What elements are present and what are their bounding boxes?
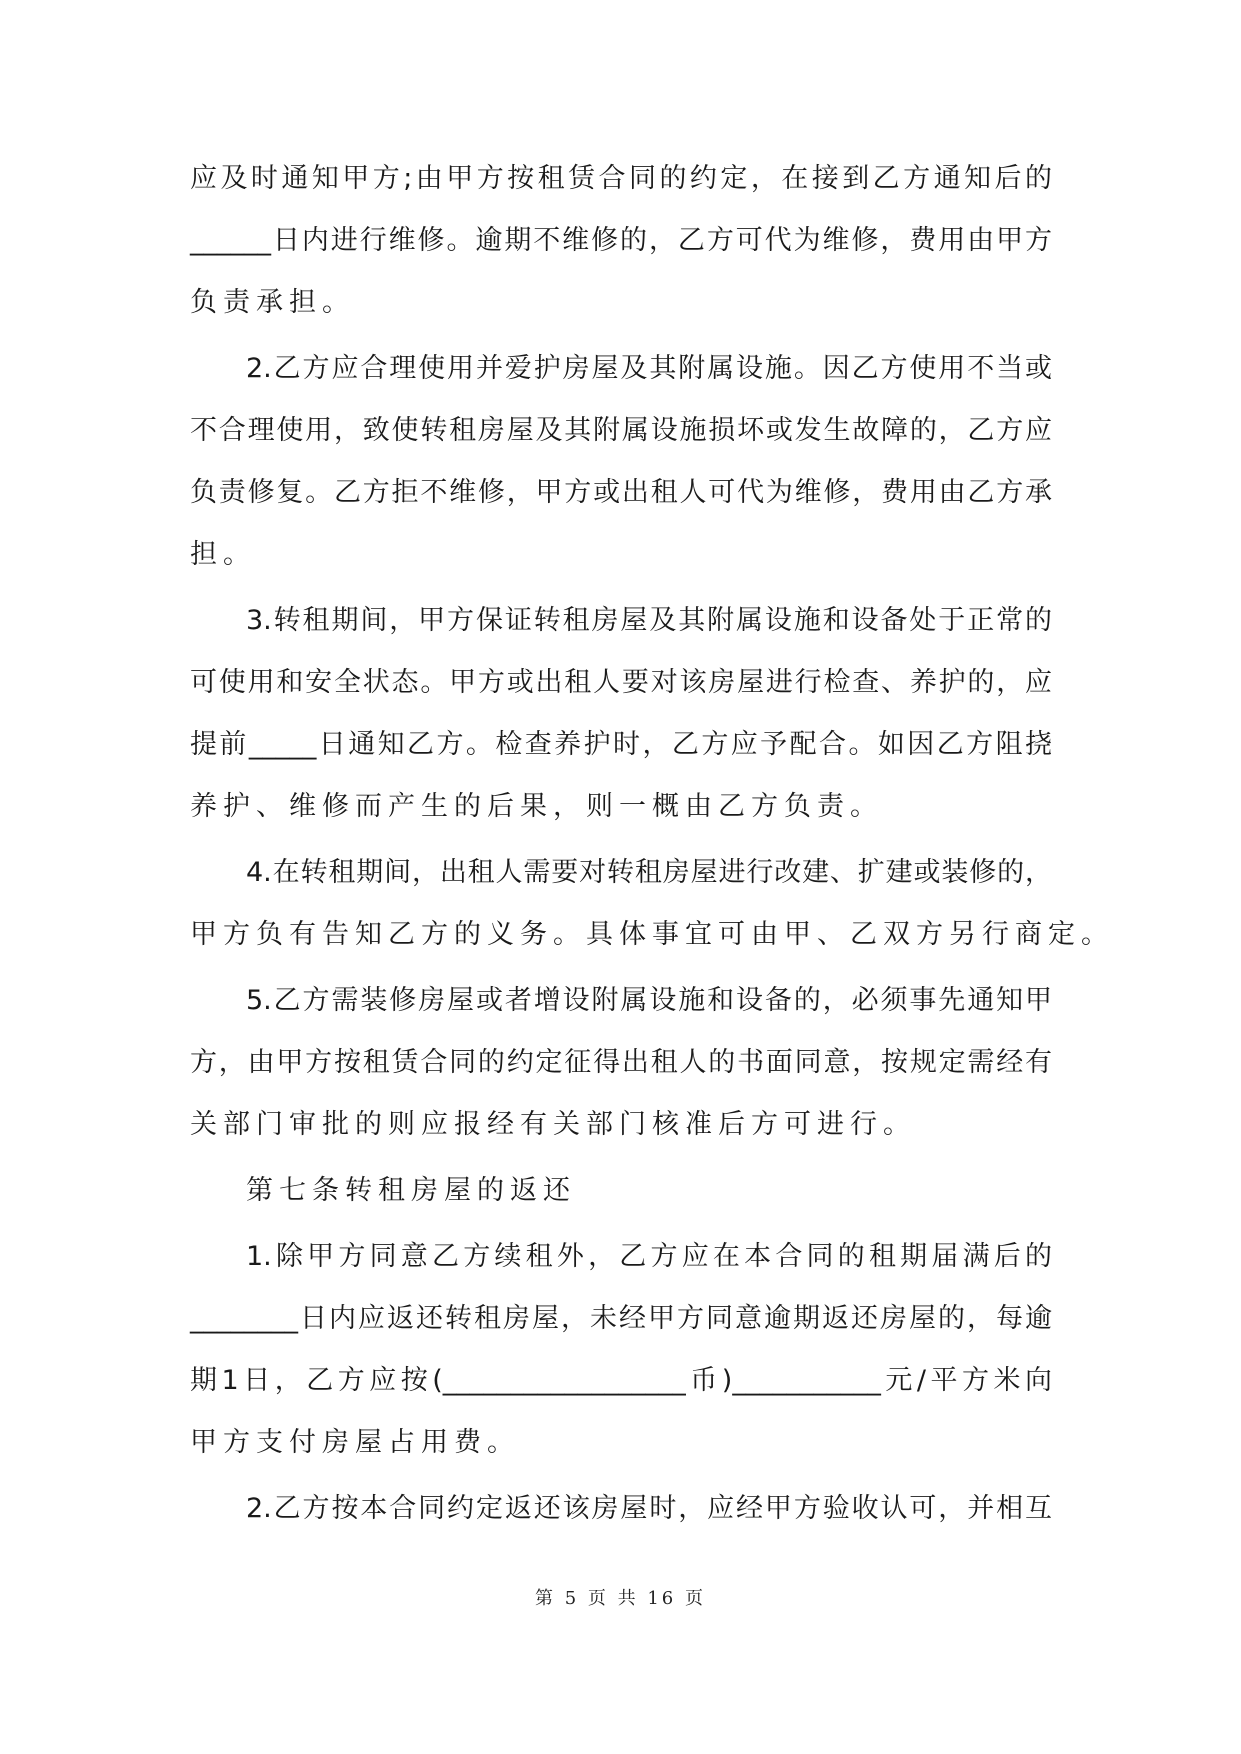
paragraph-start-line: 5.乙方需装修房屋或者增设附属设施和设备的，必须事先通知甲: [246, 985, 1052, 1016]
text-line: 担。: [190, 539, 256, 570]
document-body: [190, 148, 1114, 1540]
page-number-footer: 第 5 页 共 16 页: [535, 1588, 706, 1609]
text-line: 甲方负有告知乙方的义务。具体事宜可由甲、乙双方另行商定。: [190, 919, 1114, 950]
text-line: 关部门审批的则应报经有关部门核准后方可进行。: [190, 1109, 916, 1140]
text-line: 不合理使用，致使转租房屋及其附属设施损坏或发生故障的，乙方应: [190, 415, 1052, 446]
paragraph-start-line: 2.乙方按本合同约定返还该房屋时，应经甲方验收认可，并相互: [246, 1493, 1052, 1524]
paragraph-start-line: 4.在转租期间，出租人需要对转租房屋进行改建、扩建或装修的，: [246, 857, 1052, 888]
paragraph-start-line: 1.除甲方同意乙方续租外，乙方应在本合同的租期届满后的: [246, 1241, 1052, 1272]
text-line: 负责修复。乙方拒不维修，甲方或出租人可代为维修，费用由乙方承: [190, 477, 1052, 508]
text-line: 养护、维修而产生的后果，则一概由乙方负责。: [190, 791, 883, 822]
text-line: 负责承担。: [190, 287, 355, 318]
section-heading: 第七条转租房屋的返还: [246, 1175, 576, 1206]
paragraph-start-line: 3.转租期间，甲方保证转租房屋及其附属设施和设备处于正常的: [246, 605, 1052, 636]
text-line: 可使用和安全状态。甲方或出租人要对该房屋进行检查、养护的，应: [190, 667, 1052, 698]
text-line: 提前_____日通知乙方。检查养护时，乙方应予配合。如因乙方阻挠: [190, 729, 1052, 760]
text-line: 应及时通知甲方;由甲方按租赁合同的约定，在接到乙方通知后的: [190, 163, 1052, 194]
text-line: 期1日，乙方应按(__________________币)___________元/平方米向: [190, 1365, 1052, 1396]
paragraph-start-line: 2.乙方应合理使用并爱护房屋及其附属设施。因乙方使用不当或: [246, 353, 1052, 384]
text-line: 甲方支付房屋占用费。: [190, 1427, 520, 1458]
text-line: ______日内进行维修。逾期不维修的，乙方可代为维修，费用由甲方: [190, 225, 1052, 256]
text-line: 方，由甲方按租赁合同的约定征得出租人的书面同意，按规定需经有: [190, 1047, 1052, 1078]
text-line: ________日内应返还转租房屋，未经甲方同意逾期返还房屋的，每逾: [190, 1303, 1052, 1334]
